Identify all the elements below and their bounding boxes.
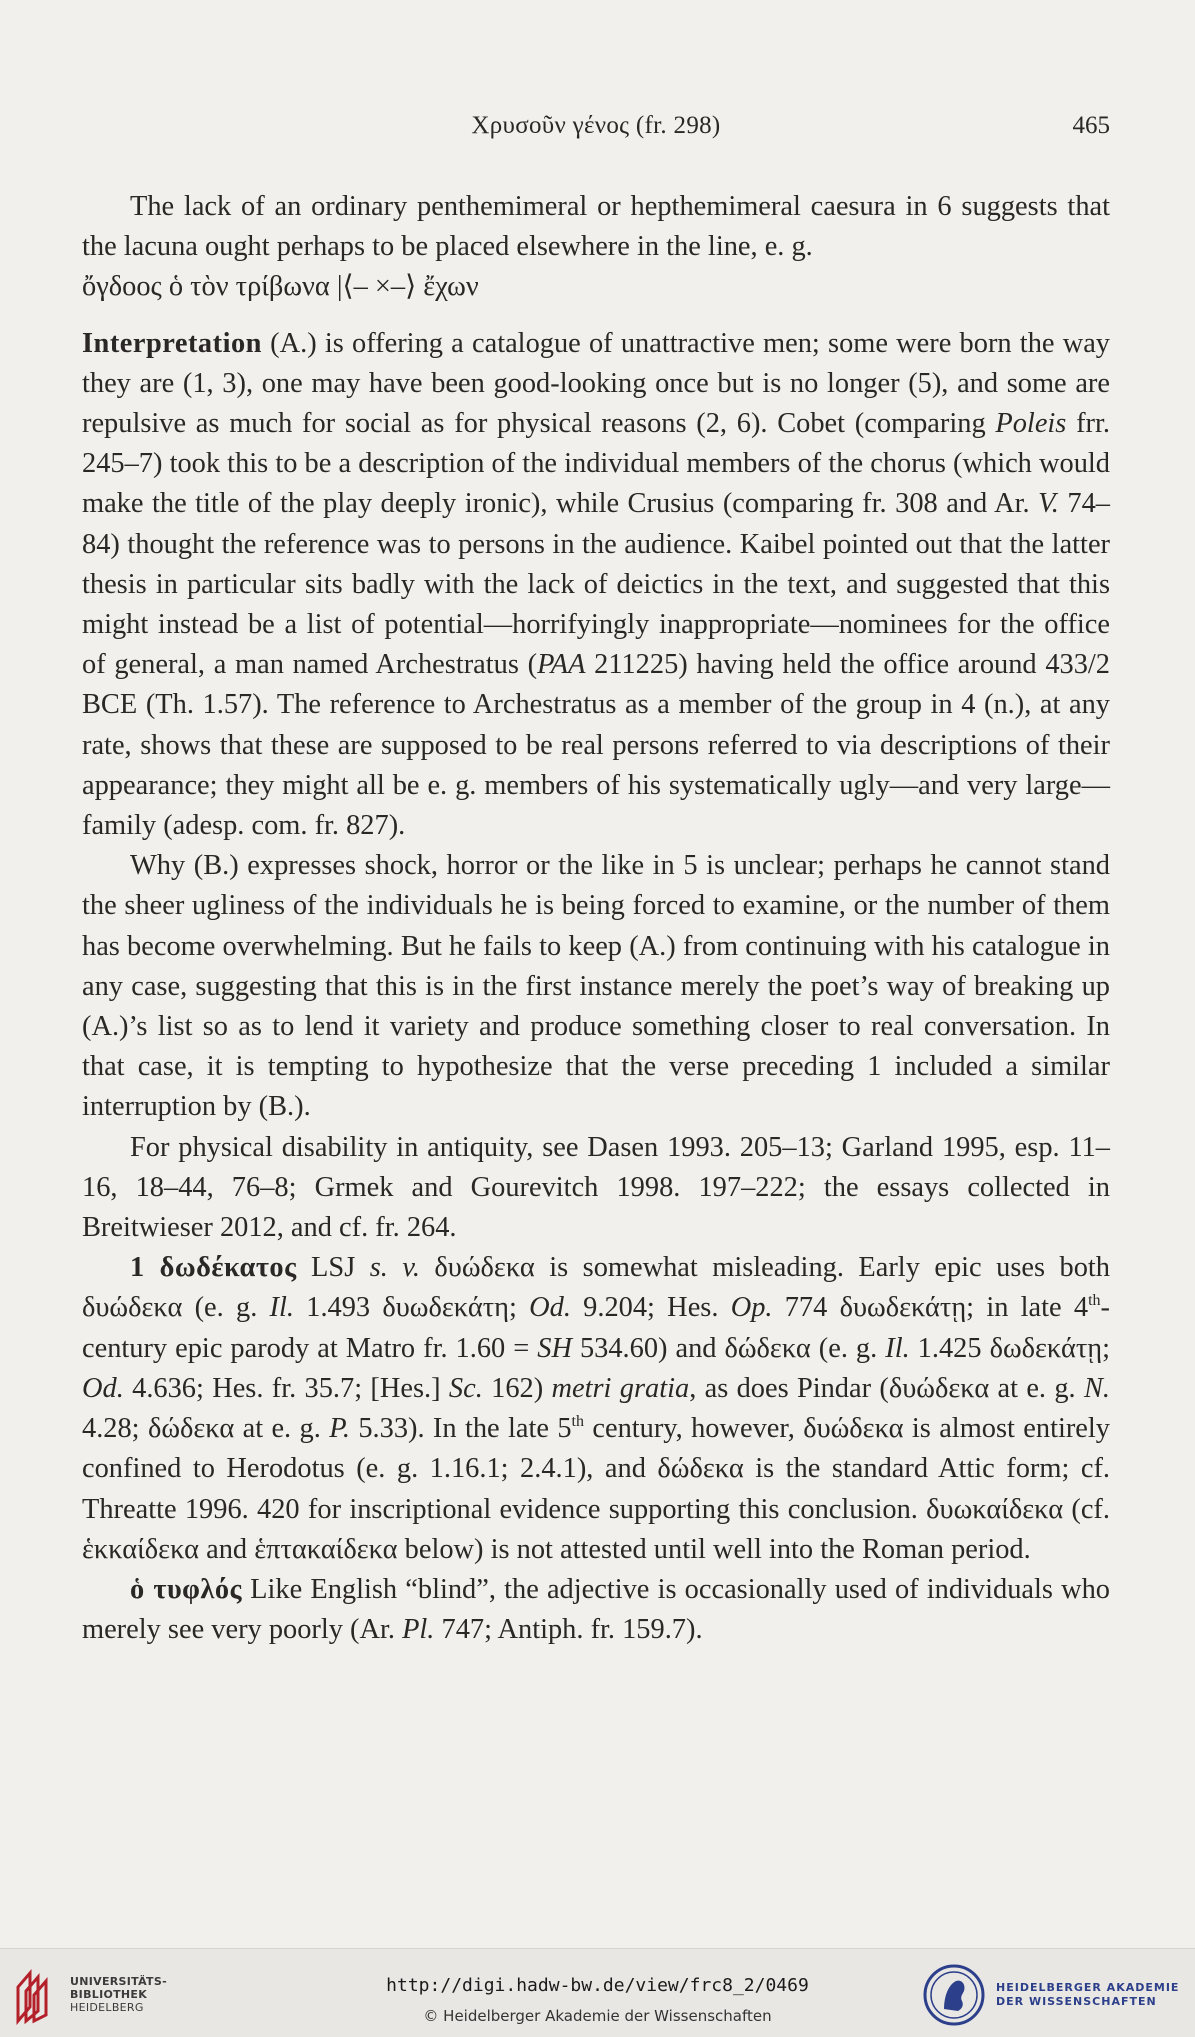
text-run: century, however, δυώδεκα is almost entirely confined to Herodotus (e. g. 1.16.1; 2.4.1), and δώδεκα is the standard Attic form; cf. Threatte 1996. 420 for inscriptional evidence supporting this conclusion. δυωκαίδεκα (cf. ἑκκαίδεκα and ἑπτακαίδεκα below) is not attested until well into the Roman period. [82,1413,1110,1565]
text-run: 1.493 δυωδεκάτη; [294,1292,530,1324]
text-run: 747; Antiph. fr. 159.7). [434,1614,703,1646]
copyright-notice: © Heidelberger Akademie der Wissenschaften [423,2007,772,2025]
italic-run: Od. [82,1372,124,1404]
text-run: δυώδεκα is somewhat misleading. Early epic uses both δυώδεκα (e. g. [82,1252,1110,1324]
text-run: LSJ [296,1252,370,1284]
text-run: 4.28; δώδεκα at e. g. [82,1413,330,1445]
text-run: (A.) is offering a catalogue of unattractive men; some were born the way they are (1, 3), one may have been good-looking once but is no longer (5), and some are repulsive as much for social as for physical reasons (2, 6). Cobet (comparing [82,327,1110,440]
superscript: th [1088,1292,1101,1310]
text-run: , as does Pindar (δυώδεκα at e. g. [689,1372,1084,1404]
italic-run: Sc. [448,1372,483,1404]
paragraph-why-b [82,846,1110,1127]
italic-run: Il. [269,1292,294,1324]
text-run: For physical disability in antiquity, see Dasen 1993. 205–13; Garland 1995, esp. 11–16, 18–44, 76–8; Grmek and Gourevitch 1998. 197–222; the essays collected in Breitwieser 2012, and cf. fr. 264. [82,1131,1110,1244]
superscript: th [571,1413,584,1431]
para1-text: The lack of an ordinary penthemimeral or hepthemimeral caesura in 6 suggests that the lacuna ought perhaps to be placed elsewhere in the line, e. g. [82,191,1110,263]
italic-run: V. [1038,488,1059,520]
italic-run: N. [1083,1372,1110,1404]
paragraph-interpretation [82,324,1110,847]
italic-run: Il. [885,1332,910,1364]
running-title: Χρυσοῦν γένος (fr. 298) [471,112,721,139]
text-run: 774 δυωδεκάτῃ; in late 4 [772,1292,1089,1324]
italic-run: metri gratia [551,1372,690,1404]
italic-run: Poleis [995,408,1067,440]
italic-run: Od. [529,1292,571,1324]
academy-line-2: DER WISSENSCHAFTEN [996,1995,1157,2008]
lemma-dodekatos: 1 δωδέκατος [130,1252,297,1284]
academy-name [996,1981,1179,2009]
text-run: 162) [482,1372,552,1404]
text-run: 534.60) and δώδεκα (e. g. [571,1332,886,1364]
text-run: 9.204; Hes. [570,1292,731,1324]
text-run: frr. 245–7) took this to be a description of the individual members of the chorus (which would make the title of the play deeply ironic), while Crusius (comparing fr. 308 and Ar. [82,408,1110,520]
text-run: Like English “blind”, the adjective is occasionally used of individuals who merely see very poorly (Ar. [82,1573,1110,1646]
academy-line-1: HEIDELBERGER AKADEMIE [996,1981,1180,1994]
text-run: 4.636; Hes. fr. 35.7; [Hes.] [123,1372,449,1404]
italic-run: Op. [730,1292,773,1324]
italic-run: P. [329,1413,350,1445]
italic-run: s. v. [369,1252,420,1284]
text-run: -century epic parody at Matro fr. 1.60 = [82,1292,1110,1364]
paragraph-physical-disability [82,1128,1110,1249]
lacuna-marker: |⟨– ×–⟩ ἔχων [336,271,479,303]
body-text [82,187,1110,1650]
text-run: 74–84) thought the reference was to persons in the audience. Kaibel pointed out that the latter thesis in particular sits badly with the lack of deictics in the text, and suggested that this might instead be a list of potential—horrifyingly inappropriate—nominees for the office of general, a man named Archestratus ( [82,488,1110,681]
italic-run: PAA [537,649,586,681]
text-run: 211225) having held the office around 433/2 BCE (Th. 1.57). The reference to Archestratus as a member of the group in 4 (n.), at any rate, shows that these are supposed to be real persons referred to via descriptions of their appearance; they might all be e. g. members of his systematically ugly—and very large—family (adesp. com. fr. 827). [82,649,1110,842]
paragraph-lemma-dodekatos [82,1248,1110,1570]
text-run: 1.425 δωδεκάτῃ; [909,1332,1111,1364]
ub-line-2: BIBLIOTHEK [70,1988,148,2001]
paragraph-lemma-typhlos [82,1570,1110,1650]
paragraph-caesura [82,187,1110,308]
text-run: Why (B.) expresses shock, horror or the like in 5 is unclear; perhaps he cannot stand the sheer ugliness of the individuals he is being forced to examine, or the number of them has become overwhelming. But he fails to keep (A.) from continuing with his catalogue in any case, suggesting that this is in the first instance merely the poet’s way of breaking up (A.)’s list so as to lend it variety and produce something closer to real conversation. In that case, it is tempting to hypothesize that the verse preceding 1 included a similar interruption by (B.). [82,850,1110,1123]
permalink-url[interactable]: http://digi.hadw-bw.de/view/frc8_2/0469 [386,1975,809,1996]
ub-line-3: HEIDELBERG [70,2001,144,2014]
page-number: 465 [1072,112,1110,139]
running-header [82,112,1110,152]
text-run: 5.33). In the late 5 [349,1413,572,1445]
ub-line-1: UNIVERSITÄTS- [70,1975,167,1988]
lemma-typhlos: ὁ τυφλός [130,1573,243,1605]
section-label-interpretation: Interpretation [82,327,262,359]
italic-run: SH [537,1332,572,1364]
greek-verse-fragment: ὄγδοος ὁ τὸν τρίβωνα [82,271,337,303]
academy-seal-icon [922,1963,986,2027]
footer-bar [0,1948,1195,2037]
italic-run: Pl. [402,1614,435,1646]
